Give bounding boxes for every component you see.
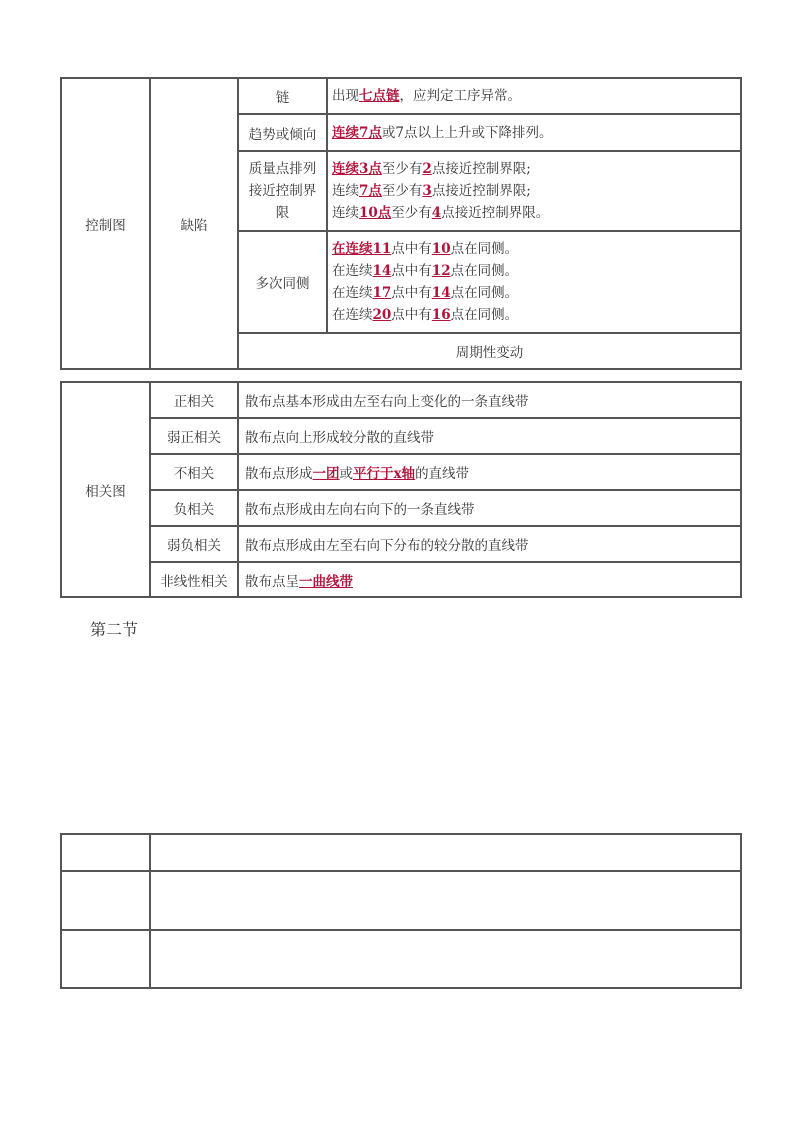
highlighted-text: 12	[431, 263, 451, 279]
table-row	[61, 490, 741, 526]
table-row	[61, 418, 741, 454]
text-segment: 至少有	[381, 161, 423, 177]
table-row	[61, 834, 741, 871]
text-segment: 散布点基本形成由左至右向上变化的一条直线带	[245, 394, 529, 410]
text-segment: ，应判定工序异常。	[399, 88, 521, 104]
row-label: 趋势或倾向	[238, 114, 327, 151]
highlighted-text: 20	[372, 307, 392, 323]
row-description	[327, 231, 741, 333]
periodic-change-cell: 周期性变动	[238, 333, 741, 369]
description-line	[332, 158, 740, 180]
text-segment: 或7点以上上升或下降排列。	[381, 124, 553, 141]
text-segment: 至少有	[381, 183, 423, 199]
description-line	[332, 238, 740, 260]
text-segment: 的直线带	[415, 466, 470, 482]
defect-label: 缺陷	[150, 78, 238, 369]
row-description	[238, 526, 741, 562]
empty-cell	[150, 930, 741, 988]
text-segment: 连续	[332, 205, 359, 221]
row-description	[238, 562, 741, 597]
text-segment: 散布点形成	[245, 466, 313, 482]
text-segment: 散布点形成由左至右向下分布的较分散的直线带	[245, 538, 529, 554]
row-label: 不相关	[150, 454, 238, 490]
description-line	[332, 282, 740, 304]
row-label: 弱正相关	[150, 418, 238, 454]
row-description	[238, 418, 741, 454]
highlighted-text: 七点链	[359, 88, 400, 104]
text-segment: 出现	[332, 88, 359, 104]
row-description	[238, 490, 741, 526]
text-segment: 在连续	[332, 263, 373, 279]
highlighted-text: 10	[431, 241, 451, 257]
highlighted-text: 3	[422, 183, 432, 199]
table-row	[61, 382, 741, 418]
highlighted-text: 17	[372, 285, 392, 301]
highlighted-text: 14	[431, 285, 451, 301]
highlighted-text: 16	[431, 307, 451, 323]
control-chart-table	[60, 77, 742, 370]
table-row	[61, 562, 741, 597]
row-label: 多次同侧	[238, 231, 327, 333]
row-label: 正相关	[150, 382, 238, 418]
text-segment: 散布点呈	[245, 573, 299, 590]
highlighted-text: 连续7点	[332, 124, 382, 141]
row-label: 弱负相关	[150, 526, 238, 562]
text-segment: 点在同侧。	[450, 285, 519, 301]
empty-table	[60, 833, 742, 989]
row-label-text: 质量点排列接近控制界限	[248, 161, 317, 221]
description-line	[332, 260, 740, 282]
highlighted-text: 4	[431, 205, 442, 221]
row-description	[327, 151, 741, 231]
text-segment: 散布点形成由左向右向下的一条直线带	[245, 502, 475, 518]
description-line	[332, 180, 740, 202]
empty-cell	[61, 871, 150, 930]
correlation-table	[60, 381, 742, 598]
text-segment: 点中有	[391, 307, 432, 323]
empty-cell	[150, 834, 741, 871]
text-segment: 点在同侧。	[450, 307, 519, 323]
text-segment: 连续	[332, 183, 359, 199]
text-segment: 在连续	[332, 307, 373, 323]
text-segment: 点中有	[391, 285, 432, 301]
table-row	[61, 454, 741, 490]
text-segment: 点在同侧。	[450, 241, 519, 257]
text-segment: 点接近控制界限。	[441, 205, 550, 221]
row-label: 链	[238, 78, 327, 114]
highlighted-text: 在连续11	[332, 241, 392, 257]
text-segment: 点中有	[391, 241, 432, 257]
table-row	[61, 871, 741, 930]
highlighted-text: 一曲线带	[299, 573, 353, 590]
correlation-label: 相关图	[61, 382, 150, 597]
row-label: 非线性相关	[150, 562, 238, 597]
table-row	[61, 78, 741, 114]
highlighted-text: 一团	[312, 466, 340, 482]
description-line	[332, 122, 740, 144]
text-segment: 点在同侧。	[450, 263, 519, 279]
row-label: 负相关	[150, 490, 238, 526]
description-line	[332, 85, 740, 107]
highlighted-text: 14	[372, 263, 392, 279]
control-chart-label: 控制图	[61, 78, 150, 369]
description-line	[332, 304, 740, 326]
text-segment: 点中有	[391, 263, 432, 279]
table-row	[61, 930, 741, 988]
row-description	[238, 382, 741, 418]
section-heading: 第二节	[90, 620, 139, 639]
row-description	[238, 454, 741, 490]
row-description	[327, 78, 741, 114]
text-segment: 至少有	[391, 205, 432, 221]
empty-cell	[61, 930, 150, 988]
row-label	[238, 151, 327, 231]
empty-cell	[150, 871, 741, 930]
highlighted-text: 2	[422, 161, 432, 177]
text-segment: 点接近控制界限;	[431, 161, 531, 177]
highlighted-text: 平行于x轴	[353, 466, 416, 482]
empty-cell	[61, 834, 150, 871]
row-description	[327, 114, 741, 151]
highlighted-text: 连续3点	[332, 161, 382, 177]
highlighted-text: 7点	[359, 183, 382, 199]
text-segment: 或	[339, 466, 353, 482]
description-line	[332, 202, 740, 224]
text-segment: 散布点向上形成较分散的直线带	[245, 430, 434, 446]
table-row	[61, 526, 741, 562]
text-segment: 点接近控制界限;	[431, 183, 531, 199]
highlighted-text: 10点	[359, 205, 392, 221]
text-segment: 在连续	[332, 285, 373, 301]
